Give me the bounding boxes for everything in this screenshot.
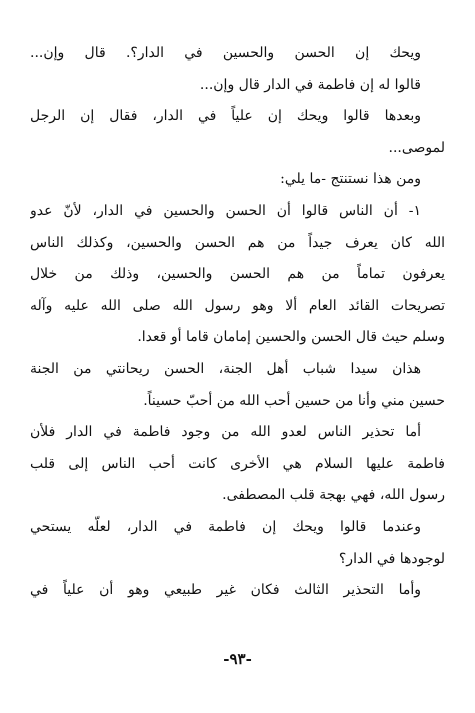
text-line: وأما التحذير الثالث فكان غير طبيعي وهو أن علياً في	[30, 582, 421, 599]
body-text	[30, 38, 445, 607]
text-line: ويحك إن الحسن والحسين في الدار؟. قال وإن...	[30, 45, 421, 61]
text-line: رسول الله، فهي بهجة قلب المصطفى.	[222, 487, 445, 504]
text-line: لوجودها في الدار؟	[338, 550, 445, 567]
text-line: وبعدها قالوا ويحك إن علياً في الدار، فقال إن الرجل	[30, 108, 421, 125]
text-line: الله كان يعرف جيداً من هم الحسن والحسين، وكذلك الناس	[30, 234, 445, 251]
text-line: فاطمة عليها السلام هي الأخرى كانت أحب الناس إلى قلب	[30, 455, 445, 472]
text-line: وعندما قالوا ويحك إن فاطمة في الدار، لعلّه يستحي	[30, 518, 421, 535]
text-line: حسين مني وأنا من حسين أحب الله من أحبّ حسيناً.	[143, 392, 445, 409]
text-line: هذان سيدا شباب أهل الجنة، الحسن ريحانتي من الجنة	[30, 360, 421, 377]
text-line: ومن هذا نستنتج -ما يلي:	[280, 171, 421, 188]
text-line: وسلم حيث قال الحسن والحسين إمامان قاما أو قعدا.	[137, 329, 445, 346]
page-number: -٩٣-	[223, 650, 252, 668]
text-line: يعرفون تماماً من هم الحسن والحسين، وذلك من خلال	[30, 266, 445, 283]
text-line: أما تحذير الناس لعدو الله من وجود فاطمة في الدار فلأن	[30, 424, 421, 441]
text-line: قالوا له إن فاطمة في الدار قال وإن...	[199, 76, 421, 93]
text-line: ١- أن الناس قالوا أن الحسن والحسين في الدار، لأنّ عدو	[30, 202, 421, 219]
text-line: لموصى...	[388, 139, 445, 156]
text-line: تصريحات القائد العام ألا وهو رسول الله صلى الله عليه وآله	[30, 297, 445, 314]
